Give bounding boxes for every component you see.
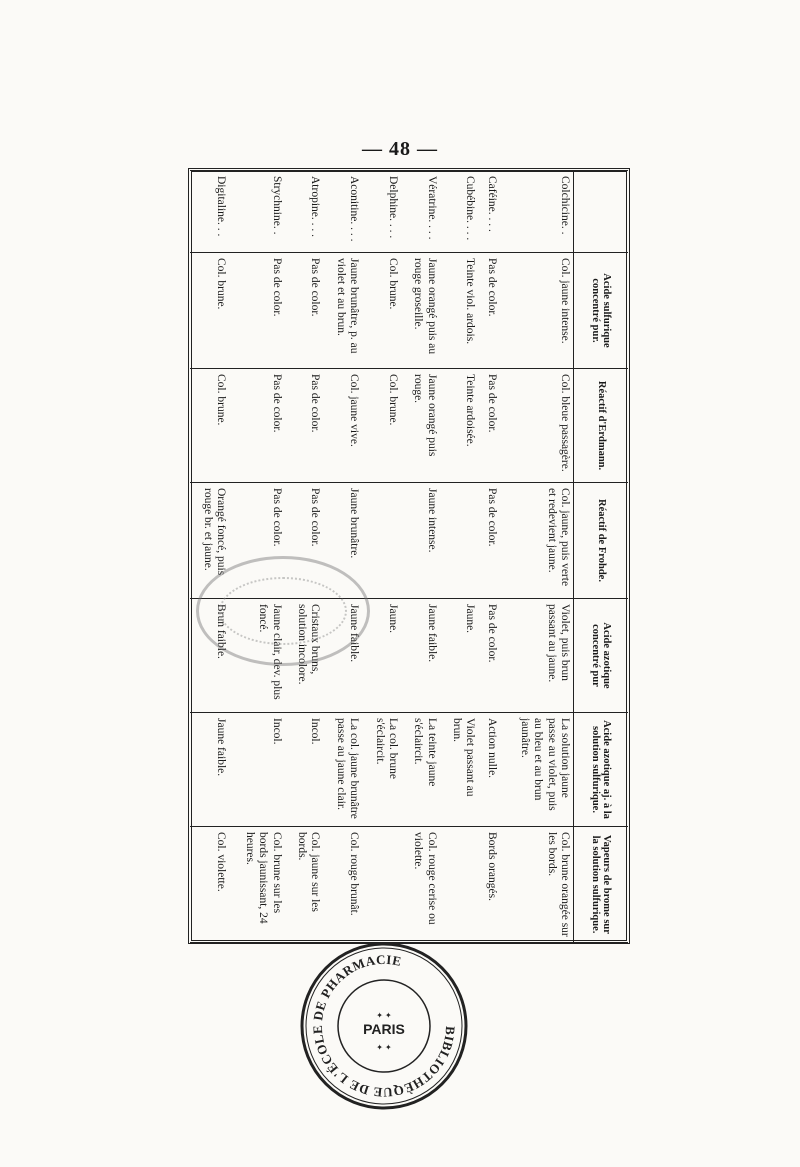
table-cell <box>440 827 479 943</box>
table-cell: Pas de color. <box>285 253 324 369</box>
reaction-table <box>190 170 628 943</box>
table-cell: Col. jaune vive. <box>323 369 362 483</box>
table-cell: Pas de color. <box>478 253 500 369</box>
table-cell: Pas de color. <box>285 483 324 599</box>
table-cell: Jaune orangé puis au rouge groseille. <box>401 253 440 369</box>
page-number: — 48 — <box>362 138 438 160</box>
table-row <box>401 171 440 943</box>
table-cell: Jaune faible. <box>401 599 440 713</box>
table-cell: Pas de color. <box>229 253 285 369</box>
table-cell: Pas de color. <box>478 599 500 713</box>
table-cell: Violet, puis brun passant au jaune. <box>500 599 573 713</box>
row-name: Delphine. . . . <box>362 171 401 253</box>
table-cell: Jaune. <box>362 599 401 713</box>
header-reactif-erdmann: Réactif d'Erdmann. <box>574 369 629 483</box>
table-cell: Jaune faible. <box>323 599 362 713</box>
table-cell: Pas de color. <box>478 369 500 483</box>
table-cell: Jaune brunâtre, p. au violet et au brun. <box>323 253 362 369</box>
table-cell: Col. brune orangée sur les bords. <box>500 827 573 943</box>
table-cell: La teinte jaune s'éclaircit. <box>401 713 440 827</box>
table-cell: Col. rouge brunât. <box>323 827 362 943</box>
table-header-row <box>574 171 629 943</box>
row-name: Atropine. . . . <box>285 171 324 253</box>
table-cell: Col. brune. <box>362 253 401 369</box>
table-cell <box>440 483 479 599</box>
table-cell: Col. jaune, puis verte et redevient jaune. <box>500 483 573 599</box>
rotated-table-container <box>190 170 628 942</box>
table-row <box>440 171 479 943</box>
table-cell: Violet passant au brun. <box>440 713 479 827</box>
table-row <box>190 171 229 943</box>
table-cell: Incol. <box>285 713 324 827</box>
table-cell: Action nulle. <box>478 713 500 827</box>
row-name: Digitaline. . . <box>190 171 229 253</box>
table-cell: Orangé foncé, puis rouge br. et jaune. <box>190 483 229 599</box>
table-cell: Incol. <box>229 713 285 827</box>
table-cell <box>362 827 401 943</box>
header-reactif-frohde: Réactif de Frohde. <box>574 483 629 599</box>
table-cell: Jaune brunâtre. <box>323 483 362 599</box>
table-cell: Jaune intense. <box>401 483 440 599</box>
table-cell: Col. violette. <box>190 827 229 943</box>
table-cell: Col. brune. <box>362 369 401 483</box>
library-stamp <box>296 938 472 1114</box>
table-cell: Col. jaune intense. <box>500 253 573 369</box>
table-row <box>500 171 573 943</box>
table-cell: Brun faible. <box>190 599 229 713</box>
table-row <box>362 171 401 943</box>
table-cell: Jaune. <box>440 599 479 713</box>
table-row <box>478 171 500 943</box>
table-cell: Col. rouge cerise ou violette. <box>401 827 440 943</box>
table-cell: Pas de color. <box>229 483 285 599</box>
header-acide-azotique-solution: Acide azotique aj. à la solution sulfurique. <box>574 713 629 827</box>
table-row <box>323 171 362 943</box>
table-cell: Jaune faible. <box>190 713 229 827</box>
bleed-through-text <box>160 182 165 203</box>
table-cell: Bords orangés. <box>478 827 500 943</box>
table-cell: Teinte viol. ardois. <box>440 253 479 369</box>
table-cell: Col. bleue passagère. <box>500 369 573 483</box>
table-cell <box>362 483 401 599</box>
svg-text:✦ ✦: ✦ ✦ <box>376 1011 392 1020</box>
faded-stamp <box>196 556 370 666</box>
table-cell: Pas de color. <box>478 483 500 599</box>
table-cell: Pas de color. <box>229 369 285 483</box>
table-cell: Col. brune. <box>190 253 229 369</box>
stamp-ring-text: BIBLIOTHÈQUE DE L'ÉCOLE DE PHARMACIE <box>309 951 459 1101</box>
table-cell: Jaune orangé puis rouge. <box>401 369 440 483</box>
header-vapeurs-brome: Vapeurs de brome sur la solution sulfurique. <box>574 827 629 943</box>
table-cell: La col. jaune brunâtre passe au jaune clair. <box>323 713 362 827</box>
header-acide-azotique: Acide azotique concentré pur <box>574 599 629 713</box>
table-cell: Jaune clair, dev. plus foncé. <box>229 599 285 713</box>
row-name: Cubébine. . . . <box>440 171 479 253</box>
stamp-center-text: PARIS <box>363 1021 405 1037</box>
table-cell: Teinte ardoisée. <box>440 369 479 483</box>
row-name: Strychnine. . <box>229 171 285 253</box>
svg-text:✦ ✦: ✦ ✦ <box>376 1043 392 1052</box>
row-name: Caféine. . . . <box>478 171 500 253</box>
table-cell: Pas de color. <box>285 369 324 483</box>
table-cell: La solution jaune passe au violet, puis au bleu et au brun jaunâtre. <box>500 713 573 827</box>
table-cell: Cristaux bruns, solution incolore. <box>285 599 324 713</box>
header-acide-sulfurique: Acide sulfurique concentré pur. <box>574 253 629 369</box>
row-name: Colchicine. . <box>500 171 573 253</box>
row-name: Aconitine. . . . <box>323 171 362 253</box>
table-cell: Col. brune. <box>190 369 229 483</box>
table-cell: Col. brune sur les bords jaunissant, 24 heures. <box>229 827 285 943</box>
table-cell: La col. brune s'éclaircit. <box>362 713 401 827</box>
table-cell: Col. jaune sur les bords. <box>285 827 324 943</box>
header-cell-empty <box>574 171 629 253</box>
row-name: Vératrine. . . . <box>401 171 440 253</box>
